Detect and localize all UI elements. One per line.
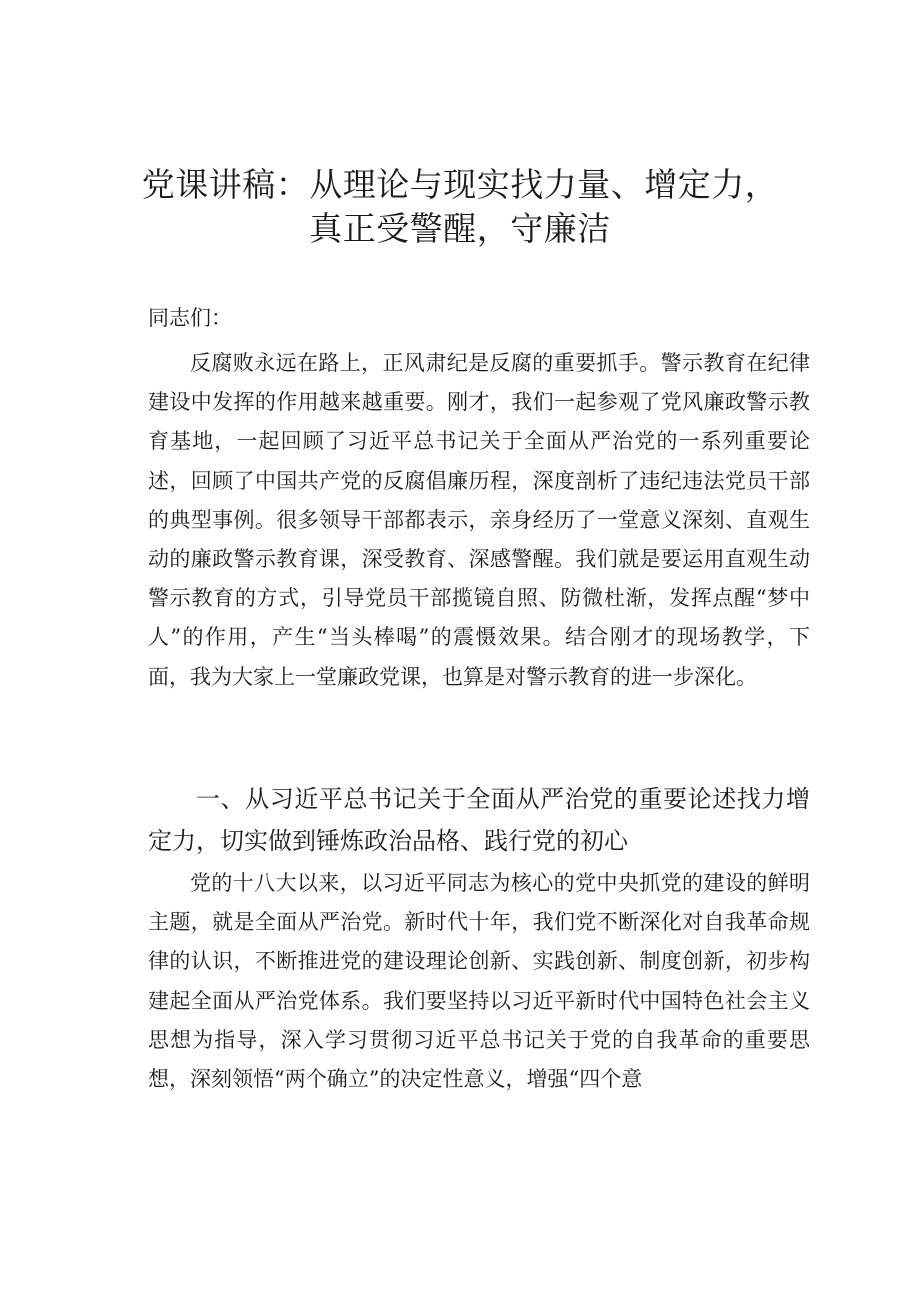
document-title-line-2: 真正受警醒，守廉洁 bbox=[309, 209, 611, 248]
section-heading-1: 一、从习近平总书记关于全面从严治党的重要论述找力增定力，切实做到锤炼政治品格、践行党的初心 bbox=[148, 785, 810, 855]
paragraph-section-1: 党的十八大以来，以习近平同志为核心的党中央抓党的建设的鲜明主题，就是全面从严治党。新时代十年，我们党不断深化对自我革命规律的认识，不断推进党的建设理论创新、实践创新、制度创新，初步构建起全面从严治党体系。我们要坚持以习近平新时代中国特色社会主义思想为指导，深入学习贯彻习近平总书记关于党的自我革命的重要思想，深刻领悟“两个确立”的决定性意义，增强“四个意 bbox=[148, 871, 810, 1092]
salutation: 同志们： bbox=[148, 306, 232, 330]
paragraph-intro: 反腐败永远在路上，正风肃纪是反腐的重要抓手。警示教育在纪律建设中发挥的作用越来越重要。刚才，我们一起参观了党风廉政警示教育基地，一起回顾了习近平总书记关于全面从严治党的一系列重要论述，回顾了中国共产党的反腐倡廉历程，深度剖析了违纪违法党员干部的典型事例。很多领导干部都表示，亲身经历了一堂意义深刻、直观生动的廉政警示教育课，深受教育、深感警醒。我们就是要运用直观生动警示教育的方式，引导党员干部揽镜自照、防微杜渐，发挥点醒“梦中人”的作用，产生“当头棒喝”的震慑效果。结合刚才的现场教学，下面，我为大家上一堂廉政党课，也算是对警示教育的进一步深化。 bbox=[148, 351, 810, 689]
document-title-line-1: 党课讲稿：从理论与现实找力量、增定力， bbox=[141, 165, 779, 204]
